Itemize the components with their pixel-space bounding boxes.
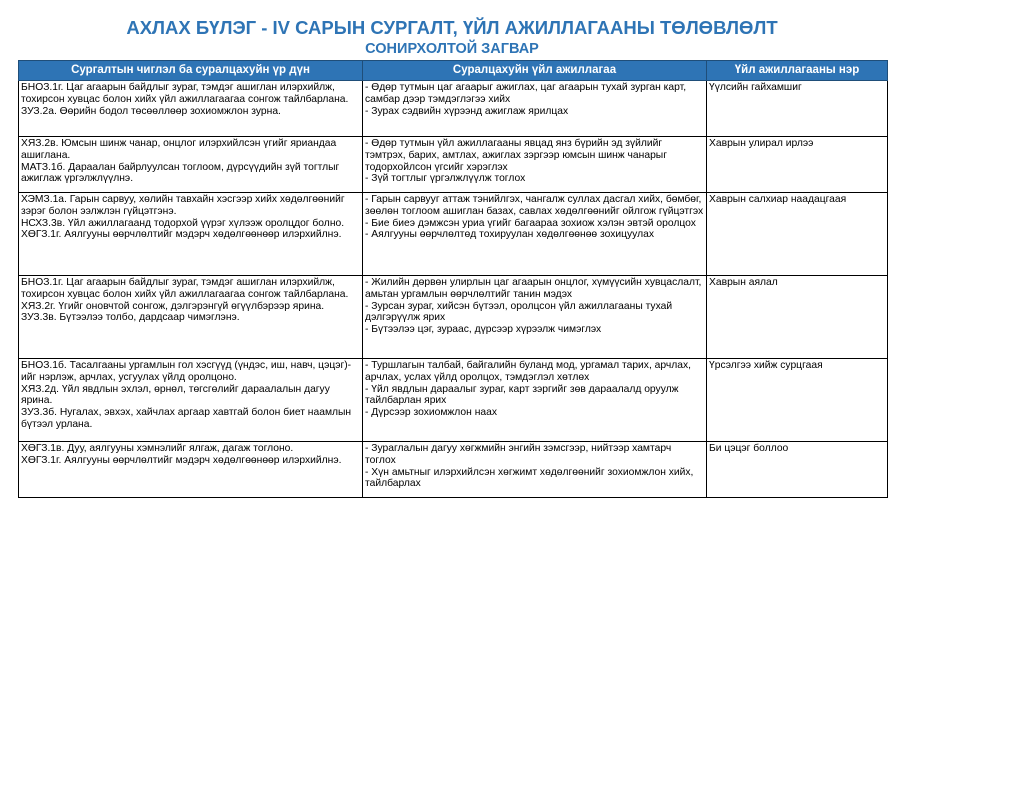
activity-name-cell: Хаврын улирал ирлээ (707, 137, 888, 193)
activity-name-cell: Үүлсийн гайхамшиг (707, 81, 888, 137)
header-activities: Суралцахуйн үйл ажиллагаа (363, 61, 707, 81)
activity-line: - Өдөр тутмын цаг агаарыг ажиглах, цаг агаарын тухай зурган карт, самбар дээр тэмдэглэгээ хийх (365, 82, 687, 105)
outcome-line: ХӨГЗ.1г. Аялгууны өөрчлөлтийг мэдэрч хөдөлгөөнөөр илэрхийлнэ. (21, 229, 342, 241)
activity-name-cell: Хаврын аялал (707, 276, 888, 359)
plan-table (18, 60, 888, 498)
activities-cell (363, 442, 707, 498)
outcome-line: ХЯЗ.2в. Юмсын шинж чанар, онцлог илэрхийлсэн үгийг яриандаа ашиглана. (21, 138, 337, 161)
table-row (19, 442, 888, 498)
activity-line: - Жилийн дөрвөн улирлын цаг агаарын онцлог, хүмүүсийн хувцаслалт, амьтан ургамлын өөрчлөлтийг танин мэдэх (365, 277, 702, 300)
activity-line: - Зураглалын дагуу хөгжмийн энгийн зэмсгээр, нийтээр хамтарч тоглох (365, 443, 672, 466)
activity-line: - Туршлагын талбай, байгалийн буланд мод, ургамал тарих, арчлах, арчлах, услах үйлд оролцох, тэмдэглэл хөтлөх (365, 360, 692, 383)
header-activity-name: Үйл ажиллагааны нэр (707, 61, 888, 81)
outcomes-cell (19, 137, 363, 193)
header-outcomes: Сургалтын чиглэл ба суралцахуйн үр дүн (19, 61, 363, 81)
outcome-line: БНОЗ.1б. Тасалгааны ургамлын гол хэсгүүд (үндэс, иш, навч, цэцэг)-ийг нэрлэж, арчлах, усгуулах үйлд оролцоно. (21, 360, 352, 383)
outcome-line: БНОЗ.1г. Цаг агаарын байдлыг зураг, тэмдэг ашиглан илэрхийлж, тохирсон хувцас болон хийх үйл ажиллагаагаа сонгож тайлбарлана. (21, 82, 349, 105)
outcomes-cell (19, 359, 363, 442)
outcome-line: ЗУЗ.3б. Нугалах, эвхэх, хайчлах аргаар хавтгай болон биет наамлын бүтээл урлана. (21, 407, 352, 430)
activities-cell (363, 81, 707, 137)
activity-line: - Зурах сэдвийн хүрээнд ажиглаж ярилцах (365, 105, 569, 117)
page-title: АХЛАХ БҮЛЭГ - IV САРЫН СУРГАЛТ, ҮЙЛ АЖИЛЛАГААНЫ ТӨЛӨВЛӨЛТ (126, 17, 778, 38)
activities-cell (363, 359, 707, 442)
outcome-line: ХЯЗ.2д. Үйл явдлын эхлэл, өрнөл, төгсгөлийг дараалалын дагуу ярина. (21, 383, 330, 407)
outcome-line: ЗУЗ.3в. Бүтээлээ толбо, дардсаар чимэглэнэ. (21, 312, 240, 324)
table-row (19, 137, 888, 193)
header-row (19, 61, 888, 81)
activities-cell (363, 276, 707, 359)
activities-cell (363, 193, 707, 276)
outcome-line: ХЯЗ.2г. Үгийг оновчтой сонгож, дэлгэрэнгүй өгүүлбэрээр ярина. (21, 300, 325, 312)
activity-line: - Дүрсээр зохиомжлон наах (365, 407, 497, 419)
page-subtitle: СОНИРХОЛТОЙ ЗАГВАР (365, 41, 539, 57)
activity-name-cell: Үрсэлгээ хийж сурцгаая (707, 359, 888, 442)
activity-line: - Бүтээлээ цэг, зураас, дүрсээр хүрээлж чимэглэх (365, 324, 602, 336)
outcomes-cell (19, 193, 363, 276)
activity-line: - Аялгууны өөрчлөлтөд тохируулан хөдөлгөөнөө зохицуулах (365, 229, 654, 241)
activity-line: - Зурсан зураг, хийсэн бүтээл, оролцсон үйл ажиллагааны тухай дэлгэрүүлж ярих (365, 300, 673, 324)
table-row (19, 81, 888, 137)
outcomes-cell (19, 442, 363, 498)
outcome-line: НСХЗ.3в. Үйл ажиллагаанд тодорхой үүрэг хүлээж оролцдог болно. (21, 217, 345, 229)
activity-line: - Үйл явдлын дараалыг зураг, карт зэргийг зөв дараалалд оруулж тайлбарлан ярих (365, 383, 679, 407)
outcomes-cell (19, 276, 363, 359)
activity-line: - Гарын сарвууг аттаж тэнийлгэх, чангалж суллах дасгал хийх, бөмбөг, зөөлөн тоглоом ашиглан базах, савлах хөдөлгөөнийг ойлгож гүйцэтгэх (365, 194, 704, 217)
activity-line: - Бие биеэ дэмжсэн уриа үгийг багаараа зохиож хэлэн эвтэй оролцох (365, 217, 696, 229)
activity-line: - Өдөр тутмын үйл ажиллагааны явцад янз бүрийн эд зүйлийг тэмтрэх, барих, амтлах, ажиглах зэргээр юмсын шинж чанарыг тодорхойлсон үгсийг хэрэглэх (365, 138, 667, 173)
table-row (19, 193, 888, 276)
outcome-line: ХӨГЗ.1г. Аялгууны өөрчлөлтийг мэдэрч хөдөлгөөнөөр илэрхийлнэ. (21, 454, 342, 466)
activity-line: - Хүн амьтныг илэрхийлсэн хөгжимт хөдөлгөөнийг зохиомжлон хийх, тайлбарлах (365, 466, 694, 490)
activity-line: - Зүй тогтлыг үргэлжлүүлж тоглох (365, 173, 526, 185)
table-row (19, 276, 888, 359)
activity-name-cell: Би цэцэг боллоо (707, 442, 888, 498)
outcome-line: МАТЗ.1б. Дараалан байрлуулсан тоглоом, дүрсүүдийн зүй тогтлыг ажиглаж үргэлжлүүлнэ. (21, 161, 340, 185)
activity-name-cell: Хаврын салхиар наадацгаая (707, 193, 888, 276)
table-row (19, 359, 888, 442)
activities-cell (363, 137, 707, 193)
outcome-line: ХЭМЗ.1а. Гарын сарвуу, хөлийн тавхайн хэсгээр хийх хөдөлгөөнийг зэрэг болон ээлжлэн гүйцэтгэнэ. (21, 194, 345, 217)
outcomes-cell (19, 81, 363, 137)
outcome-line: ХӨГЗ.1в. Дуу, аялгууны хэмнэлийг ялгаж, дагаж тоглоно. (21, 443, 294, 454)
outcome-line: БНОЗ.1г. Цаг агаарын байдлыг зураг, тэмдэг ашиглан илэрхийлж, тохирсон хувцас болон хийх үйл ажиллагаагаа сонгож тайлбарлана. (21, 277, 349, 300)
outcome-line: ЗУЗ.2а. Өөрийн бодол төсөөллөөр зохиомжлон зурна. (21, 105, 281, 117)
